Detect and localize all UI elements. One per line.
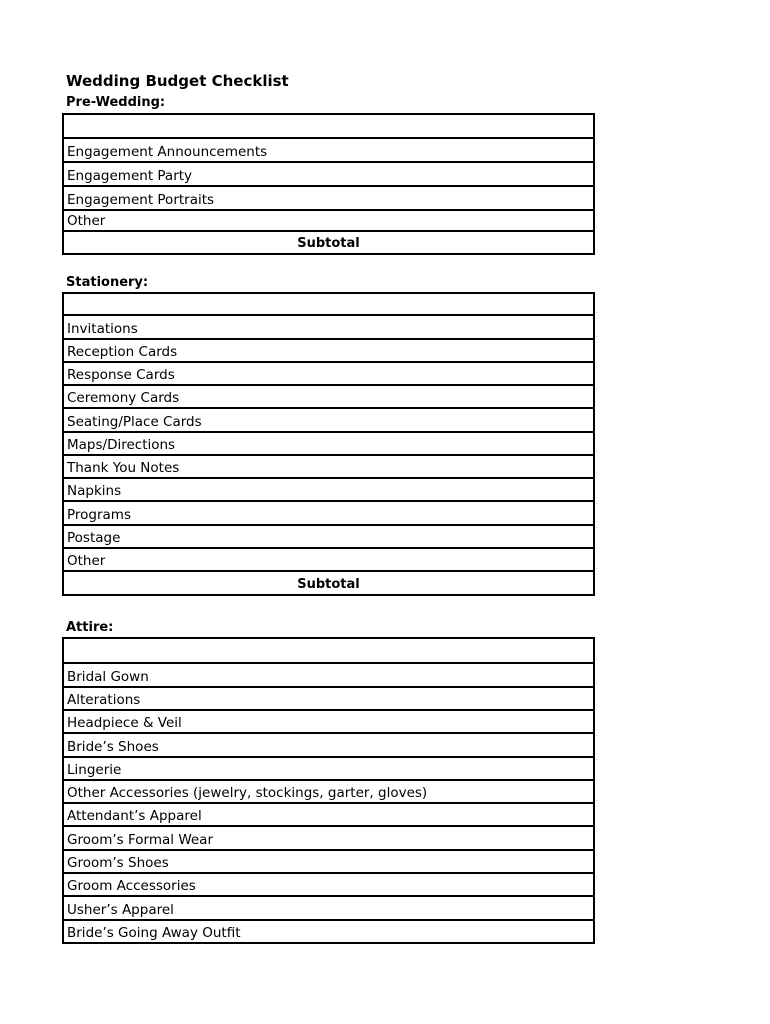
table-header-row [64,115,593,137]
table-row: Reception Cards [64,338,593,361]
table-row: Other Accessories (jewelry, stockings, garter, gloves) [64,779,593,802]
table-row: Postage [64,524,593,547]
table-row: Headpiece & Veil [64,709,593,732]
table-stationery [62,292,595,596]
table-row: Other [64,547,593,570]
table-row: Programs [64,500,593,524]
table-attire [62,637,595,944]
table-row: Engagement Announcements [64,137,593,161]
table-row: Thank You Notes [64,454,593,477]
table-header-row [64,294,593,314]
table-row: Response Cards [64,361,593,384]
section-heading-pre-wedding: Pre-Wedding: [66,95,166,110]
table-row: Ceremony Cards [64,384,593,407]
table-row: Invitations [64,314,593,338]
table-row: Attendant’s Apparel [64,802,593,825]
table-row: Alterations [64,686,593,709]
table-row: Usher’s Apparel [64,895,593,919]
section-heading-attire: Attire: [66,620,114,635]
table-row: Groom’s Shoes [64,849,593,872]
table-row: Seating/Place Cards [64,407,593,431]
section-heading-stationery: Stationery: [66,275,149,290]
table-row: Engagement Portraits [64,185,593,209]
table-pre-wedding [62,113,595,255]
subtotal-row: Subtotal [64,570,593,594]
table-row: Engagement Party [64,161,593,185]
table-row: Maps/Directions [64,431,593,454]
table-row: Bride’s Going Away Outfit [64,919,593,942]
subtotal-row: Subtotal [64,230,593,253]
table-row: Bride’s Shoes [64,732,593,756]
table-row: Napkins [64,477,593,500]
document-title: Wedding Budget Checklist [66,72,289,90]
table-row: Other [64,209,593,230]
table-header-row [64,639,593,662]
table-row: Lingerie [64,756,593,779]
table-row: Groom Accessories [64,872,593,895]
table-row: Bridal Gown [64,662,593,686]
table-row: Groom’s Formal Wear [64,825,593,849]
